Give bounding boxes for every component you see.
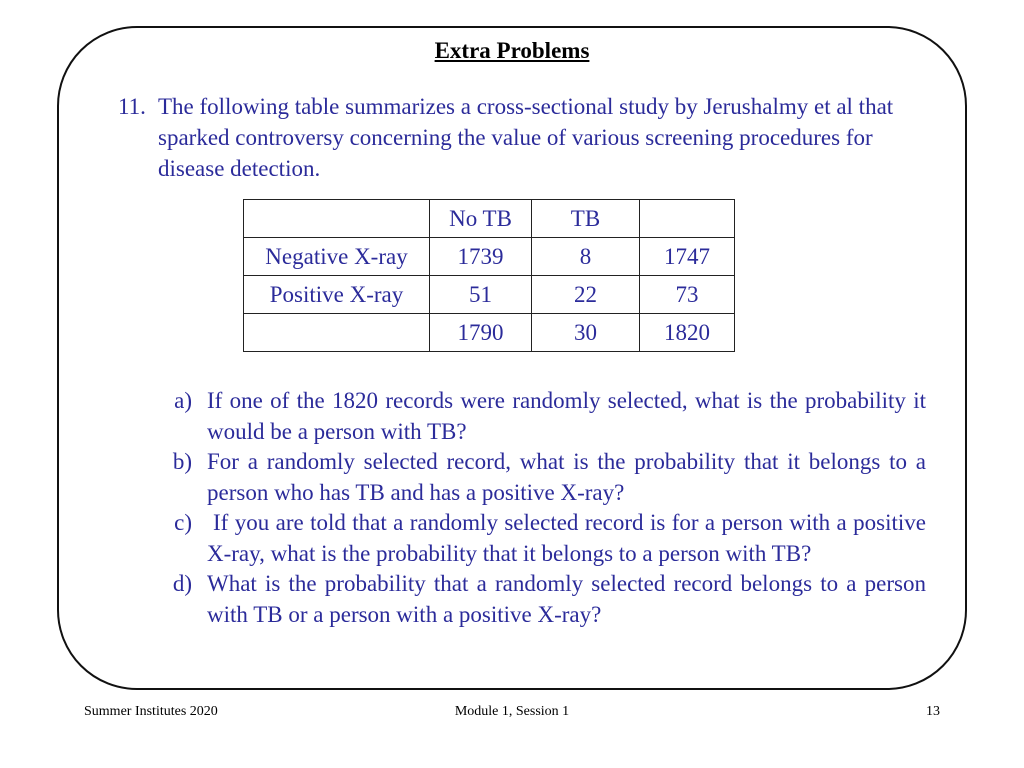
table-cell: 22 <box>532 276 640 314</box>
table-row <box>244 238 735 276</box>
table-row <box>244 276 735 314</box>
row-label: Positive X-ray <box>244 276 430 314</box>
question-label: a) <box>174 388 192 413</box>
row-label: Negative X-ray <box>244 238 430 276</box>
question-label: c) <box>174 510 192 535</box>
question-a <box>160 386 926 447</box>
table-header-row <box>244 200 735 238</box>
question-d <box>160 569 926 630</box>
table-cell: 1820 <box>640 314 735 352</box>
table-header-no-tb: No TB <box>430 200 532 238</box>
question-list <box>160 386 926 630</box>
table-cell <box>244 200 430 238</box>
question-c <box>160 508 926 569</box>
table-header-tb: TB <box>532 200 640 238</box>
question-label: b) <box>172 449 192 474</box>
contingency-table <box>243 199 735 352</box>
table-cell: 30 <box>532 314 640 352</box>
question-text: If one of the 1820 records were randomly selected, what is the probability it would be a person with TB? <box>207 388 926 444</box>
question-text: If you are told that a randomly selected record is for a person with a positive X-ray, what is the probability that it belongs to a person with TB? <box>207 510 926 566</box>
question-text: What is the probability that a randomly selected record belongs to a person with TB or a person with a positive X-ray? <box>207 571 926 627</box>
question-text: For a randomly selected record, what is the probability that it belongs to a person who has TB and has a positive X-ray? <box>207 449 926 505</box>
table-cell: 8 <box>532 238 640 276</box>
table-cell: 1790 <box>430 314 532 352</box>
problem-text: The following table summarizes a cross-sectional study by Jerushalmy et al that sparked controversy concerning the value of various screening procedures for disease detection. <box>158 94 894 181</box>
table-cell: 51 <box>430 276 532 314</box>
problem-statement <box>118 91 918 184</box>
question-label: d) <box>172 571 192 596</box>
table-row-totals <box>244 314 735 352</box>
table-cell: 1747 <box>640 238 735 276</box>
table-cell: 1739 <box>430 238 532 276</box>
table-cell: 73 <box>640 276 735 314</box>
question-b <box>160 447 926 508</box>
row-label <box>244 314 430 352</box>
slide-title: Extra Problems <box>434 38 590 63</box>
problem-number: 11. <box>118 94 146 119</box>
page-number: 13 <box>926 704 940 719</box>
footer-center: Module 1, Session 1 <box>454 704 570 719</box>
footer-left: Summer Institutes 2020 <box>84 704 218 719</box>
table-cell <box>640 200 735 238</box>
